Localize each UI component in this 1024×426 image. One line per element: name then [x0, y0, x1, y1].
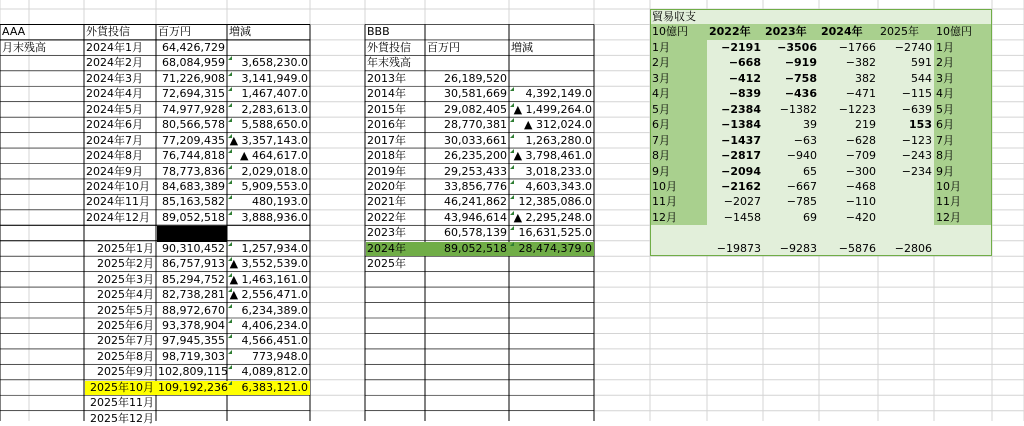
trade-value[interactable]: −785: [786, 195, 817, 209]
month-label[interactable]: 2025年11月: [90, 396, 154, 410]
month-label[interactable]: 2024年1月: [86, 40, 143, 54]
change-value[interactable]: [509, 71, 594, 86]
trade-value[interactable]: −919: [784, 56, 817, 70]
cell-note-marker-icon: [510, 134, 514, 138]
cell-note-marker-icon: [510, 211, 514, 215]
cell-note-marker-icon: [228, 134, 232, 138]
year-label[interactable]: 2020年: [367, 179, 406, 193]
month-label[interactable]: 2024年10月: [86, 179, 150, 193]
change-value[interactable]: 3,658,230.0: [241, 56, 308, 70]
balance-value[interactable]: 82,738,281: [162, 288, 225, 302]
trade-value[interactable]: −2191: [721, 40, 761, 54]
cell-note-marker-icon: [228, 149, 232, 153]
year-label[interactable]: 2022年: [367, 210, 406, 224]
year-label[interactable]: 2021年: [367, 195, 406, 209]
year-label[interactable]: 2023年: [367, 226, 406, 240]
cell-note-marker-icon: [510, 195, 514, 199]
year-label[interactable]: 2016年: [367, 118, 406, 132]
balance-value[interactable]: 89,052,518: [162, 210, 225, 224]
change-value[interactable]: 2,029,018.0: [241, 164, 308, 178]
cell-note-marker-icon: [228, 350, 232, 354]
change-value[interactable]: ▲ 464,617.0: [240, 149, 308, 163]
month-label[interactable]: 2024年5月: [86, 102, 143, 116]
header-fund-type[interactable]: 外貨投信: [86, 25, 130, 39]
trade-value[interactable]: −709: [845, 149, 876, 163]
trade-value[interactable]: −115: [901, 87, 932, 101]
year-header[interactable]: 2024年: [821, 25, 863, 39]
change-value[interactable]: ▲ 2,295,248.0: [513, 210, 592, 224]
cell-note-marker-icon: [510, 242, 514, 246]
cell-note-marker-icon: [510, 226, 514, 230]
change-value[interactable]: 4,392,149.0: [525, 87, 592, 101]
month-label[interactable]: 2025年10月: [90, 380, 154, 394]
month-label[interactable]: 2024年8月: [86, 149, 143, 163]
year-header[interactable]: 2022年: [709, 25, 751, 39]
month-label-right[interactable]: 9月: [936, 164, 954, 178]
balance-value[interactable]: 26,235,200: [444, 149, 507, 163]
month-label[interactable]: 1月: [652, 40, 670, 54]
change-value[interactable]: ▲ 2,556,471.0: [229, 288, 308, 302]
month-label[interactable]: 2025年4月: [97, 288, 154, 302]
trade-value[interactable]: −436: [784, 87, 817, 101]
trade-value[interactable]: −382: [845, 56, 876, 70]
cell-note-marker-icon: [510, 87, 514, 91]
change-value[interactable]: 4,566,451.0: [241, 334, 308, 348]
year-header[interactable]: 2025年: [880, 25, 919, 39]
month-label[interactable]: 2025年2月: [97, 257, 154, 271]
trade-value[interactable]: −2027: [723, 195, 761, 209]
header-fund-type[interactable]: 外貨投信: [367, 40, 411, 54]
balance-value[interactable]: 28,770,381: [444, 118, 507, 132]
balance-value[interactable]: 30,033,661: [444, 133, 507, 147]
year-label[interactable]: 2025年: [367, 257, 406, 271]
year-header[interactable]: 2023年: [765, 25, 807, 39]
trade-value[interactable]: −468: [845, 179, 876, 193]
month-label[interactable]: 12月: [652, 210, 677, 224]
cell-note-marker-icon: [510, 103, 514, 107]
year-label[interactable]: 2018年: [367, 149, 406, 163]
month-label-right[interactable]: 3月: [936, 71, 954, 85]
month-label[interactable]: 8月: [652, 149, 670, 163]
month-label-right[interactable]: 4月: [936, 87, 954, 101]
change-value[interactable]: 1,257,934.0: [241, 241, 308, 255]
trade-value[interactable]: −2162: [721, 179, 761, 193]
change-value[interactable]: [509, 256, 594, 271]
balance-value[interactable]: 77,209,435: [162, 133, 225, 147]
cell-note-marker-icon: [510, 180, 514, 184]
change-value[interactable]: 3,018,233.0: [525, 164, 592, 178]
header-unit[interactable]: 百万円: [158, 25, 191, 39]
balance-value[interactable]: 85,294,752: [162, 272, 225, 286]
balance-value[interactable]: 86,757,913: [162, 257, 225, 271]
change-value[interactable]: 12,385,086.0: [518, 195, 592, 209]
balance-value[interactable]: 72,694,315: [162, 87, 225, 101]
trade-value[interactable]: −628: [845, 133, 876, 147]
month-label[interactable]: 2025年6月: [97, 319, 154, 332]
cell-note-marker-icon: [228, 180, 232, 184]
balance-value[interactable]: 102,809,115: [158, 365, 228, 379]
change-value[interactable]: ▲ 1,499,264.0: [513, 102, 592, 116]
change-value[interactable]: [227, 411, 310, 426]
change-value[interactable]: 1,263,280.0: [525, 133, 592, 147]
balance-value[interactable]: 29,253,433: [444, 164, 507, 178]
change-value[interactable]: 3,141,949.0: [241, 71, 308, 85]
change-value[interactable]: ▲ 3,798,461.0: [513, 149, 592, 163]
change-value[interactable]: 3,888,936.0: [241, 210, 308, 224]
month-label-right[interactable]: 12月: [936, 210, 961, 224]
month-label[interactable]: 2025年3月: [97, 272, 154, 286]
blacked-out-cell: [157, 226, 227, 241]
change-value[interactable]: 480,193.0: [252, 195, 308, 209]
trade-value[interactable]: 219: [855, 118, 876, 132]
balance-value[interactable]: 26,189,520: [444, 71, 507, 85]
cell-note-marker-icon: [228, 118, 232, 122]
month-label[interactable]: 4月: [652, 87, 670, 101]
trade-value[interactable]: −471: [845, 87, 876, 101]
change-value[interactable]: 2,283,613.0: [241, 102, 308, 116]
change-value[interactable]: 773,948.0: [252, 349, 308, 363]
change-value[interactable]: ▲ 1,463,161.0: [229, 272, 308, 286]
header-unit[interactable]: 百万円: [427, 40, 460, 54]
trade-value[interactable]: 544: [911, 71, 932, 85]
balance-value[interactable]: 76,744,818: [162, 149, 225, 163]
change-value[interactable]: ▲ 3,357,143.0: [229, 133, 308, 147]
cell-note-marker-icon: [228, 288, 232, 292]
month-label-right[interactable]: 1月: [936, 40, 954, 54]
balance-value[interactable]: 85,163,582: [162, 195, 225, 209]
balance-value[interactable]: 68,084,959: [162, 56, 225, 70]
month-label-right[interactable]: 2月: [936, 56, 954, 70]
month-label[interactable]: 2025年8月: [97, 349, 154, 363]
trade-balance-title[interactable]: 貿易収支: [652, 10, 696, 23]
month-label[interactable]: 5月: [652, 102, 670, 116]
cell-note-marker-icon: [228, 87, 232, 91]
month-label[interactable]: 2024年3月: [86, 71, 143, 85]
balance-value[interactable]: 93,378,904: [162, 319, 225, 332]
unit-label-right[interactable]: 10億円: [936, 25, 972, 39]
month-label[interactable]: 2025年5月: [97, 303, 154, 317]
trade-value[interactable]: −839: [728, 87, 761, 101]
trade-value[interactable]: −667: [786, 179, 817, 193]
month-label-right[interactable]: 7月: [936, 133, 954, 147]
trade-value[interactable]: 65: [803, 164, 817, 178]
change-value[interactable]: 4,603,343.0: [525, 179, 592, 193]
trade-value[interactable]: −639: [901, 102, 932, 116]
month-label[interactable]: 7月: [652, 133, 670, 147]
month-label[interactable]: 3月: [652, 71, 670, 85]
trade-value[interactable]: −1384: [721, 118, 761, 132]
cell-note-marker-icon: [510, 149, 514, 153]
balance-value[interactable]: [156, 395, 227, 410]
balance-value[interactable]: 33,856,776: [444, 179, 507, 193]
cell-note-marker-icon: [228, 165, 232, 169]
month-label-right[interactable]: 8月: [936, 149, 954, 163]
trade-value[interactable]: −2817: [721, 149, 761, 163]
balance-value[interactable]: 98,719,303: [162, 349, 225, 363]
trade-value[interactable]: −412: [728, 71, 761, 85]
header-change[interactable]: 増減: [229, 25, 251, 39]
month-label[interactable]: 2024年6月: [86, 118, 143, 132]
year-label[interactable]: 2017年: [367, 133, 406, 147]
cell-note-marker-icon: [228, 334, 232, 338]
trade-value[interactable]: −1766: [838, 40, 876, 54]
year-label[interactable]: 2019年: [367, 164, 406, 178]
trade-value[interactable]: −243: [901, 149, 932, 163]
trade-value[interactable]: 39: [803, 118, 817, 132]
balance-value[interactable]: 71,226,908: [162, 71, 225, 85]
trade-value[interactable]: −300: [845, 164, 876, 178]
month-label-right[interactable]: 6月: [936, 118, 954, 132]
year-label[interactable]: 2014年: [367, 87, 406, 101]
balance-value[interactable]: 43,946,614: [444, 210, 507, 224]
annual-total[interactable]: −2806: [894, 241, 932, 255]
month-label-right[interactable]: 5月: [936, 102, 954, 116]
change-value[interactable]: 4,089,812.0: [241, 365, 308, 379]
trade-value[interactable]: 69: [803, 210, 817, 224]
trade-value[interactable]: −758: [784, 71, 817, 85]
balance-value[interactable]: 90,310,452: [162, 241, 225, 255]
balance-value[interactable]: 109,192,236: [158, 380, 228, 394]
cell-note-marker-icon: [228, 319, 232, 323]
balance-value[interactable]: 84,683,389: [162, 179, 225, 193]
month-label[interactable]: 2024年2月: [86, 56, 143, 70]
cell-note-marker-icon: [228, 257, 232, 261]
change-value[interactable]: [227, 40, 310, 55]
trade-value[interactable]: −420: [845, 210, 876, 224]
trade-value[interactable]: 382: [855, 71, 876, 85]
unit-label[interactable]: 10億円: [652, 25, 688, 39]
balance-value[interactable]: 88,972,670: [162, 303, 225, 317]
cell-note-marker-icon: [228, 103, 232, 107]
cell-note-marker-icon: [228, 211, 232, 215]
balance-value[interactable]: 89,052,518: [444, 241, 507, 255]
month-label[interactable]: 2024年12月: [86, 210, 150, 224]
balance-value[interactable]: 64,426,729: [162, 40, 225, 54]
month-label[interactable]: 2025年7月: [97, 334, 154, 348]
trade-value[interactable]: −1437: [721, 133, 761, 147]
month-label[interactable]: 2025年1月: [97, 241, 154, 255]
trade-value[interactable]: −234: [901, 164, 932, 178]
trade-value[interactable]: −2384: [721, 102, 761, 116]
trade-value[interactable]: −668: [728, 56, 761, 70]
balance-value[interactable]: [425, 256, 509, 271]
change-value[interactable]: 4,406,234.0: [241, 319, 308, 332]
header-month-end-balance[interactable]: 月末残高: [2, 40, 46, 54]
table-b-title[interactable]: BBB: [367, 25, 390, 39]
trade-value[interactable]: −3506: [777, 40, 817, 54]
annual-total[interactable]: −9283: [779, 241, 817, 255]
month-label[interactable]: 2024年9月: [86, 164, 143, 178]
cell-note-marker-icon: [228, 72, 232, 76]
balance-value[interactable]: 30,581,669: [444, 87, 507, 101]
change-value[interactable]: 1,467,407.0: [241, 87, 308, 101]
month-label[interactable]: 2024年7月: [86, 133, 143, 147]
trade-value[interactable]: −2740: [894, 40, 932, 54]
change-value[interactable]: 5,588,650.0: [241, 118, 308, 132]
change-value[interactable]: 6,234,389.0: [241, 303, 308, 317]
change-value[interactable]: 6,383,121.0: [241, 380, 308, 394]
cell-note-marker-icon: [510, 165, 514, 169]
balance-value[interactable]: 46,241,862: [444, 195, 507, 209]
month-label[interactable]: 10月: [652, 179, 677, 193]
trade-value[interactable]: −1382: [779, 102, 817, 116]
cell-note-marker-icon: [228, 195, 232, 199]
change-value[interactable]: ▲ 312,024.0: [524, 118, 592, 132]
annual-total[interactable]: −5876: [838, 241, 876, 255]
header-change[interactable]: 増減: [511, 40, 533, 54]
cell-note-marker-icon: [228, 56, 232, 60]
balance-value[interactable]: [156, 411, 227, 426]
balance-value[interactable]: 97,945,355: [162, 334, 225, 348]
trade-value[interactable]: −63: [793, 133, 817, 147]
cell-note-marker-icon: [228, 365, 232, 369]
balance-value[interactable]: 74,977,928: [162, 102, 225, 116]
balance-value[interactable]: 78,773,836: [162, 164, 225, 178]
month-label[interactable]: 6月: [652, 118, 670, 132]
change-value[interactable]: ▲ 3,552,539.0: [229, 257, 308, 271]
trade-value[interactable]: −110: [845, 195, 876, 209]
month-label[interactable]: 2025年9月: [97, 365, 154, 379]
trade-value[interactable]: 153: [909, 118, 932, 132]
annual-total[interactable]: −19873: [716, 241, 761, 255]
change-value[interactable]: 16,631,525.0: [518, 226, 592, 240]
year-label[interactable]: 2024年: [367, 241, 406, 255]
balance-value[interactable]: 60,578,139: [444, 226, 507, 240]
trade-value[interactable]: −1223: [838, 102, 876, 116]
table-a-title[interactable]: AAA: [2, 25, 26, 39]
month-label[interactable]: 11月: [652, 195, 677, 209]
year-label[interactable]: 2015年: [367, 102, 406, 116]
month-label-right[interactable]: 11月: [936, 195, 961, 209]
change-value[interactable]: 5,909,553.0: [241, 179, 308, 193]
cell-note-marker-icon: [228, 242, 232, 246]
year-label[interactable]: 2013年: [367, 71, 406, 85]
change-value[interactable]: 28,474,379.0: [518, 241, 592, 255]
balance-value[interactable]: 29,082,405: [444, 102, 507, 116]
balance-value[interactable]: 80,566,578: [162, 118, 225, 132]
change-value[interactable]: [227, 395, 310, 410]
trade-value[interactable]: −1458: [723, 210, 761, 224]
trade-table-border: [650, 9, 992, 256]
trade-value[interactable]: −940: [786, 149, 817, 163]
month-label[interactable]: 2月: [652, 56, 670, 70]
month-label-right[interactable]: 10月: [936, 179, 961, 193]
month-label[interactable]: 2024年11月: [86, 195, 150, 209]
cell-note-marker-icon: [510, 118, 514, 122]
cell-note-marker-icon: [228, 273, 232, 277]
trade-value[interactable]: 591: [911, 56, 932, 70]
trade-value[interactable]: −123: [901, 133, 932, 147]
month-label[interactable]: 2024年4月: [86, 87, 143, 101]
header-year-end-balance[interactable]: 年末残高: [367, 56, 411, 70]
month-label[interactable]: 9月: [652, 164, 670, 178]
trade-value[interactable]: −2094: [721, 164, 761, 178]
month-label[interactable]: 2025年12月: [90, 411, 154, 425]
cell-note-marker-icon: [228, 304, 232, 308]
cell-note-marker-icon: [228, 381, 232, 385]
